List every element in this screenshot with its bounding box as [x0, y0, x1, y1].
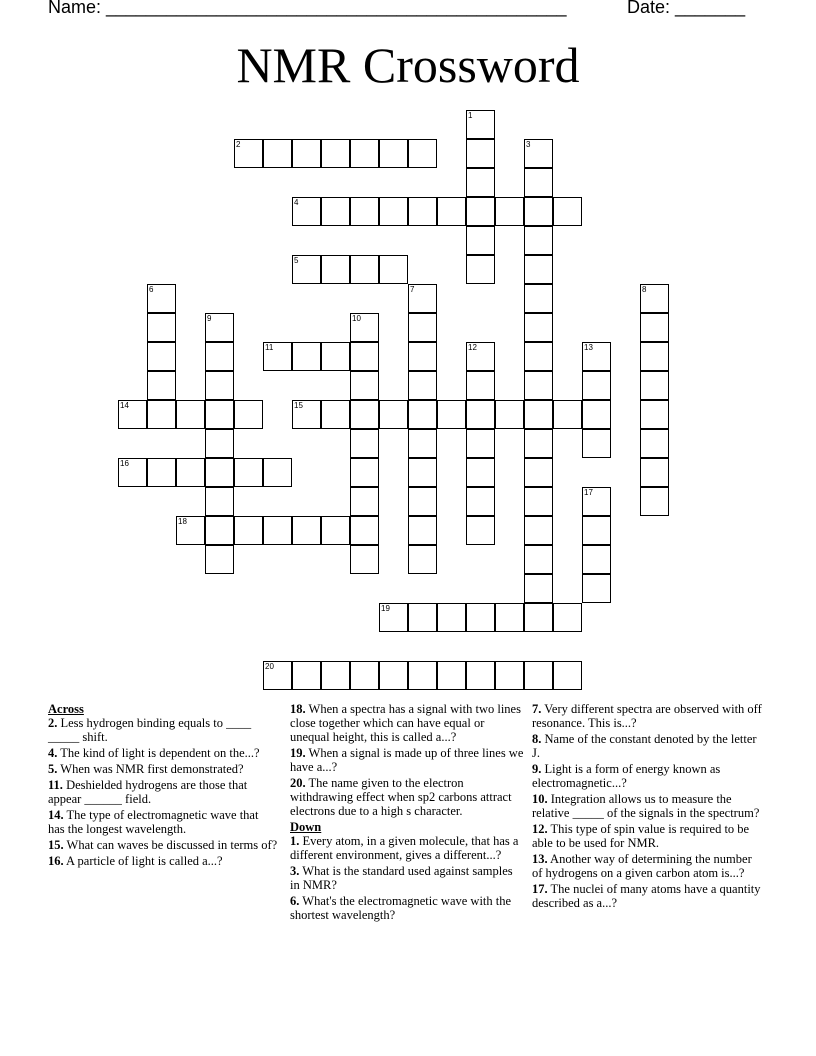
grid-cell[interactable] [321, 516, 350, 545]
grid-cell[interactable] [263, 139, 292, 168]
clue-item-text: A particle of light is called a...? [63, 854, 223, 868]
clue-item-number: 16. [48, 854, 64, 868]
grid-cell[interactable] [321, 342, 350, 371]
clue-number: 10 [352, 314, 361, 323]
clue-item-number: 7. [532, 702, 542, 716]
grid-cell[interactable] [408, 603, 437, 632]
grid-cell[interactable] [524, 516, 553, 545]
grid-cell[interactable] [379, 139, 408, 168]
clue-item [48, 778, 278, 806]
grid-cell[interactable] [350, 458, 379, 487]
clue-item-text: Every atom, in a given molecule, that has a different environment, gives a different...? [290, 834, 519, 862]
grid-cell[interactable] [495, 400, 524, 429]
clue-item-text: Another way of determining the number of hydrogens on a given carbon atom is...? [532, 852, 752, 880]
grid-cell[interactable] [408, 197, 437, 226]
grid-cell[interactable] [640, 371, 669, 400]
clue-column-2 [290, 702, 525, 924]
grid-cell[interactable] [205, 400, 234, 429]
clue-item-number: 2. [48, 716, 58, 730]
grid-cell[interactable] [524, 226, 553, 255]
grid-cell[interactable] [408, 371, 437, 400]
grid-cell[interactable] [292, 342, 321, 371]
clue-item-text: Name of the constant denoted by the letter J. [532, 732, 757, 760]
grid-cell[interactable] [205, 371, 234, 400]
across-heading: Across [48, 702, 84, 716]
grid-cell[interactable] [466, 400, 495, 429]
grid-cell[interactable] [437, 197, 466, 226]
clue-item [532, 822, 764, 850]
grid-cell[interactable] [379, 197, 408, 226]
grid-cell[interactable] [466, 255, 495, 284]
grid-cell[interactable] [350, 661, 379, 690]
clue-item [532, 852, 764, 880]
grid-cell[interactable] [350, 429, 379, 458]
grid-cell[interactable] [553, 603, 582, 632]
clue-item-number: 19. [290, 746, 306, 760]
clue-item-text: Light is a form of energy known as electromagnetic...? [532, 762, 721, 790]
clue-number: 20 [265, 662, 274, 671]
clue-number: 11 [265, 343, 274, 352]
grid-cell[interactable] [379, 661, 408, 690]
grid-cell[interactable] [582, 371, 611, 400]
grid-cell[interactable] [495, 197, 524, 226]
grid-cell[interactable] [408, 487, 437, 516]
grid-cell[interactable] [640, 458, 669, 487]
clue-item-text: When a spectra has a signal with two lines close together which can have equal or unequal height, this is called a...? [290, 702, 521, 744]
grid-cell[interactable] [524, 400, 553, 429]
grid-cell[interactable] [524, 168, 553, 197]
grid-cell[interactable] [408, 342, 437, 371]
clue-item-number: 15. [48, 838, 64, 852]
clue-item [48, 808, 278, 836]
grid-cell[interactable] [350, 139, 379, 168]
grid-cell[interactable] [350, 516, 379, 545]
grid-cell[interactable] [147, 400, 176, 429]
down-heading: Down [290, 820, 322, 834]
grid-cell[interactable] [466, 371, 495, 400]
grid-cell[interactable] [205, 342, 234, 371]
clue-number: 9 [207, 314, 212, 323]
clue-item-number: 9. [532, 762, 542, 776]
grid-cell[interactable] [350, 255, 379, 284]
clue-item-number: 8. [532, 732, 542, 746]
grid-cell[interactable] [640, 342, 669, 371]
clue-item-text: Deshielded hydrogens are those that appear ______ field. [48, 778, 248, 806]
clue-item [532, 792, 764, 820]
clue-item [532, 882, 764, 910]
clue-item-text: When was NMR first demonstrated? [57, 762, 244, 776]
grid-cell[interactable] [205, 516, 234, 545]
date-line[interactable]: Date: _______ [627, 0, 746, 17]
clue-item-number: 20. [290, 776, 306, 790]
grid-cell[interactable] [350, 487, 379, 516]
clue-item-number: 17. [532, 882, 548, 896]
grid-cell[interactable] [524, 313, 553, 342]
grid-cell[interactable] [466, 661, 495, 690]
clue-item-text: Less hydrogen binding equals to ____ _____ shift. [48, 716, 252, 744]
grid-cell[interactable] [408, 313, 437, 342]
grid-cell[interactable] [321, 400, 350, 429]
grid-cell[interactable] [321, 255, 350, 284]
grid-cell[interactable] [582, 400, 611, 429]
clue-item [290, 776, 525, 818]
clue-number: 13 [584, 343, 593, 352]
grid-cell[interactable] [582, 574, 611, 603]
clue-item-number: 14. [48, 808, 64, 822]
clue-item-number: 13. [532, 852, 548, 866]
grid-cell[interactable] [524, 429, 553, 458]
grid-cell[interactable] [147, 371, 176, 400]
clue-number: 12 [468, 343, 477, 352]
grid-cell[interactable] [379, 400, 408, 429]
clue-item-text: Integration allows us to measure the relative _____ of the signals in the spectrum? [532, 792, 760, 820]
grid-cell[interactable] [205, 458, 234, 487]
clue-number: 8 [642, 285, 647, 294]
clue-column-3 [532, 702, 764, 912]
grid-cell[interactable] [321, 139, 350, 168]
grid-cell[interactable] [408, 429, 437, 458]
grid-cell[interactable] [553, 400, 582, 429]
clue-item-number: 3. [290, 864, 300, 878]
grid-cell[interactable] [466, 487, 495, 516]
clue-item-number: 12. [532, 822, 548, 836]
clue-item-text: The type of electromagnetic wave that has the longest wavelength. [48, 808, 259, 836]
grid-cell[interactable] [524, 661, 553, 690]
grid-cell[interactable] [524, 371, 553, 400]
grid-cell[interactable] [495, 603, 524, 632]
clue-item-number: 6. [290, 894, 300, 908]
clue-item [48, 838, 278, 852]
grid-cell[interactable] [524, 342, 553, 371]
clue-item [48, 762, 278, 776]
grid-cell[interactable] [437, 603, 466, 632]
grid-cell[interactable] [553, 661, 582, 690]
grid-cell[interactable] [350, 371, 379, 400]
clue-item-number: 5. [48, 762, 58, 776]
clue-item [290, 864, 525, 892]
grid-cell[interactable] [466, 429, 495, 458]
grid-cell[interactable] [350, 342, 379, 371]
clue-item [290, 702, 525, 744]
clue-number: 4 [294, 198, 299, 207]
clue-number: 18 [178, 517, 187, 526]
grid-cell[interactable] [582, 545, 611, 574]
grid-cell[interactable] [524, 458, 553, 487]
clue-item [290, 894, 525, 922]
grid-cell[interactable] [379, 255, 408, 284]
clue-number: 17 [584, 488, 593, 497]
grid-cell[interactable] [408, 516, 437, 545]
clue-item-text: What can waves be discussed in terms of? [63, 838, 278, 852]
clue-item [48, 854, 278, 868]
grid-cell[interactable] [524, 603, 553, 632]
clue-number: 6 [149, 285, 154, 294]
clue-number: 19 [381, 604, 390, 613]
grid-cell[interactable] [292, 139, 321, 168]
grid-cell[interactable] [437, 661, 466, 690]
clue-item-number: 11. [48, 778, 63, 792]
grid-cell[interactable] [524, 197, 553, 226]
grid-cell[interactable] [466, 197, 495, 226]
clue-item-number: 10. [532, 792, 548, 806]
grid-cell[interactable] [147, 313, 176, 342]
grid-cell[interactable] [263, 458, 292, 487]
grid-cell[interactable] [408, 661, 437, 690]
grid-cell[interactable] [350, 197, 379, 226]
clue-item-text: When a signal is made up of three lines we have a...? [290, 746, 524, 774]
page-title: NMR Crossword [236, 37, 580, 93]
grid-cell[interactable] [640, 400, 669, 429]
clue-number: 5 [294, 256, 299, 265]
clue-item-number: 4. [48, 746, 58, 760]
grid-cell[interactable] [524, 545, 553, 574]
grid-cell[interactable] [582, 429, 611, 458]
clue-item [532, 702, 764, 730]
grid-cell[interactable] [524, 487, 553, 516]
grid-cell[interactable] [176, 458, 205, 487]
grid-cell[interactable] [205, 429, 234, 458]
grid-cell[interactable] [466, 226, 495, 255]
grid-cell[interactable] [524, 284, 553, 313]
grid-cell[interactable] [524, 574, 553, 603]
grid-cell[interactable] [408, 139, 437, 168]
grid-cell[interactable] [408, 458, 437, 487]
clue-item-number: 18. [290, 702, 306, 716]
grid-cell[interactable] [263, 516, 292, 545]
grid-cell[interactable] [466, 139, 495, 168]
name-line[interactable]: Name: ______________________________________________ [48, 0, 567, 17]
clue-number: 15 [294, 401, 303, 410]
grid-cell[interactable] [408, 545, 437, 574]
grid-cell[interactable] [466, 458, 495, 487]
clue-number: 1 [468, 111, 473, 120]
clue-number: 7 [410, 285, 415, 294]
clue-item-text: The kind of light is dependent on the...? [57, 746, 260, 760]
grid-cell[interactable] [205, 545, 234, 574]
grid-cell[interactable] [408, 400, 437, 429]
clue-item-number: 1. [290, 834, 300, 848]
grid-cell[interactable] [350, 400, 379, 429]
grid-cell[interactable] [466, 603, 495, 632]
grid-cell[interactable] [147, 458, 176, 487]
clue-item-text: What is the standard used against samples in NMR? [290, 864, 513, 892]
grid-cell[interactable] [466, 516, 495, 545]
grid-cell[interactable] [205, 487, 234, 516]
clue-item [290, 746, 525, 774]
clue-item-text: The name given to the electron withdrawing effect when sp2 carbons attract electrons due to a high s character. [290, 776, 512, 818]
grid-cell[interactable] [640, 429, 669, 458]
grid-cell[interactable] [553, 197, 582, 226]
clue-item [48, 746, 278, 760]
grid-cell[interactable] [321, 661, 350, 690]
grid-cell[interactable] [495, 661, 524, 690]
grid-cell[interactable] [466, 168, 495, 197]
grid-cell[interactable] [234, 458, 263, 487]
clue-column-1 [48, 702, 278, 870]
grid-cell[interactable] [582, 516, 611, 545]
clue-item-text: What's the electromagnetic wave with the shortest wavelength? [290, 894, 512, 922]
grid-cell[interactable] [234, 400, 263, 429]
clue-item-text: This type of spin value is required to be able to be used for NMR. [532, 822, 750, 850]
grid-cell[interactable] [350, 545, 379, 574]
clue-number: 14 [120, 401, 129, 410]
grid-cell[interactable] [321, 197, 350, 226]
grid-cell[interactable] [524, 255, 553, 284]
grid-cell[interactable] [437, 400, 466, 429]
clue-number: 16 [120, 459, 129, 468]
grid-cell[interactable] [640, 487, 669, 516]
grid-cell[interactable] [640, 313, 669, 342]
clue-item [532, 732, 764, 760]
clue-number: 3 [526, 140, 531, 149]
clue-item-text: The nuclei of many atoms have a quantity described as a...? [532, 882, 761, 910]
grid-cell[interactable] [292, 661, 321, 690]
grid-cell[interactable] [292, 516, 321, 545]
grid-cell[interactable] [147, 342, 176, 371]
clue-item-text: Very different spectra are observed with off resonance. This is...? [532, 702, 762, 730]
grid-cell[interactable] [176, 400, 205, 429]
clue-item [532, 762, 764, 790]
clue-number: 2 [236, 140, 241, 149]
clue-item [290, 834, 525, 862]
grid-cell[interactable] [234, 516, 263, 545]
clue-item [48, 716, 278, 744]
